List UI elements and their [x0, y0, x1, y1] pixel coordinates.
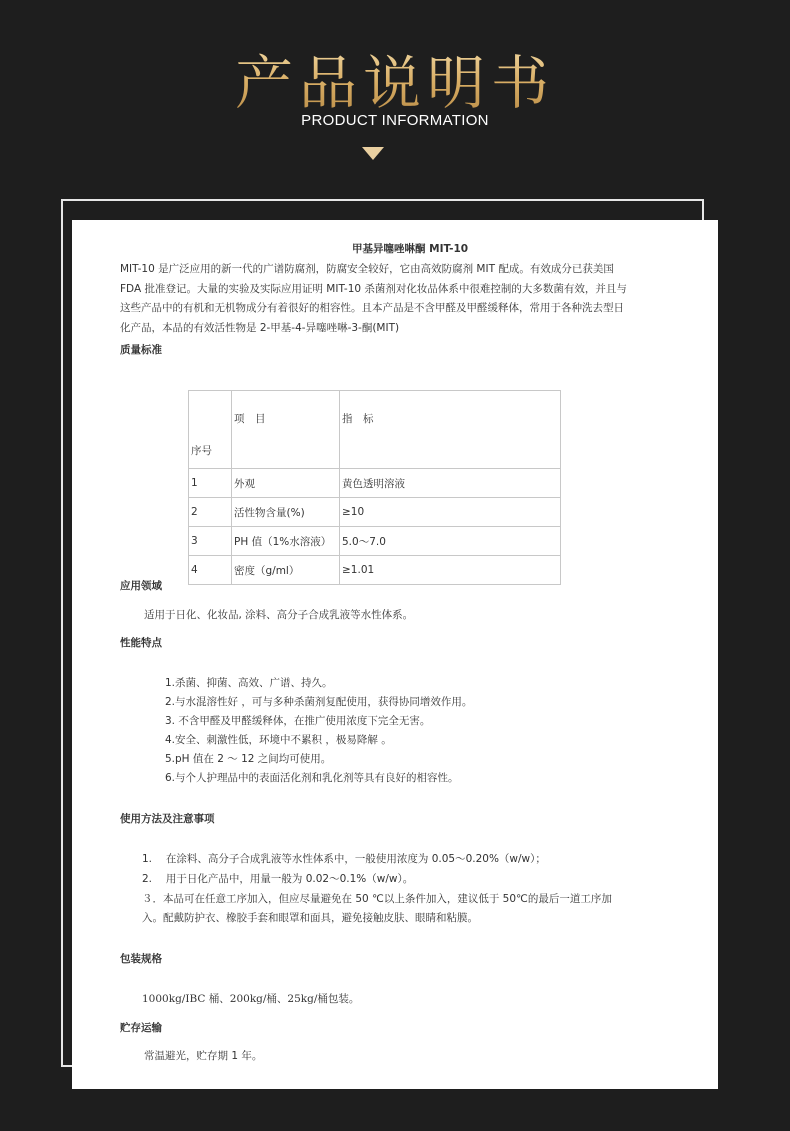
table-cell: 黄色透明溶液 [340, 469, 561, 498]
list-item: ３．本品可在任意工序加入，但应尽量避免在 50 ℃以上条件加入，建议低于 50℃的最后一道工序加 [142, 893, 612, 905]
table-row [189, 556, 561, 585]
intro-paragraph: MIT-10 是广泛应用的新一代的广谱防腐剂，防腐安全较好，它由高效防腐剂 MIT 配成。有效成分已获美国 FDA 批准登记。大量的实验及实际应用证明 MIT-10 杀菌剂对化妆品体系中很难控制的大多数菌有效，并且与这些产品中的有机和无机物成分有着很好的相容性。且本产品是不含甲醛及甲醛缓释体，常用于各种洗去型日化产品，本品的有效活性物是 2-甲基-4-异噻唑啉-3-酮(MIT) [120, 263, 627, 334]
table-header-cell: 项 目 [232, 391, 340, 469]
storage-text: 常温避光，贮存期 1 年。 [144, 1050, 263, 1062]
list-item: 2.与水混溶性好 ，可与多种杀菌剂复配使用，获得协同增效作用。 [165, 696, 473, 708]
application-text: 适用于日化、化妆品, 涂料、高分子合成乳液等水性体系。 [144, 609, 414, 621]
table-cell: 4 [189, 556, 232, 585]
table-row [189, 498, 561, 527]
list-item: 3. 不含甲醛及甲醛缓释体，在推广使用浓度下完全无害。 [165, 715, 431, 727]
table-cell: 外观 [232, 469, 340, 498]
down-arrow-icon [362, 147, 384, 160]
list-item: 2. 用于日化产品中，用量一般为 0.02～0.1%（w/w）。 [142, 873, 414, 885]
storage-heading: 贮存运输 [120, 1022, 162, 1034]
document-sheet [72, 220, 718, 1089]
list-item: 1. 在涂料、高分子合成乳液等水性体系中，一般使用浓度为 0.05～0.20%（w/w）； [142, 853, 546, 865]
page-title: 产品说明书 [0, 36, 790, 120]
table-cell: 2 [189, 498, 232, 527]
list-item: 5.pH 值在 2 ～ 12 之间均可使用。 [165, 753, 332, 765]
table-header-cell: 序号 [189, 391, 232, 469]
table-cell: PH 值（1%水溶液） [232, 527, 340, 556]
table-cell: 活性物含量(%) [232, 498, 340, 527]
page-subtitle: PRODUCT INFORMATION [301, 112, 489, 129]
features-heading: 性能特点 [120, 637, 162, 649]
table-row [189, 469, 561, 498]
packaging-text: 1000kg/IBC 桶、200kg/桶、25kg/桶包装。 [142, 993, 360, 1005]
quality-heading: 质量标准 [120, 344, 162, 356]
table-cell: 1 [189, 469, 232, 498]
table-cell: 密度（g/ml） [232, 556, 340, 585]
packaging-heading: 包装规格 [120, 953, 162, 965]
table-cell: ≥1.01 [340, 556, 561, 585]
table-cell: ≥10 [340, 498, 561, 527]
usage-heading: 使用方法及注意事项 [120, 813, 215, 825]
table-cell: 3 [189, 527, 232, 556]
list-item: 6.与个人护理品中的表面活化剂和乳化剂等具有良好的相容性。 [165, 772, 459, 784]
spec-table [188, 390, 561, 585]
table-header-cell: 指 标 [340, 391, 561, 469]
table-row [189, 527, 561, 556]
table-header-row [189, 391, 561, 469]
table-cell: 5.0～7.0 [340, 527, 561, 556]
application-heading: 应用领域 [120, 580, 162, 592]
list-item: 入。配戴防护衣、橡胶手套和眼罩和面具，避免接触皮肤、眼睛和粘膜。 [142, 912, 478, 924]
list-item: 4.安全、刺激性低，环境中不累积 ，极易降解 。 [165, 734, 392, 746]
document-title: 甲基异噻唑啉酮 MIT-10 [352, 243, 469, 255]
list-item: 1.杀菌、抑菌、高效、广谱、持久。 [165, 677, 333, 689]
